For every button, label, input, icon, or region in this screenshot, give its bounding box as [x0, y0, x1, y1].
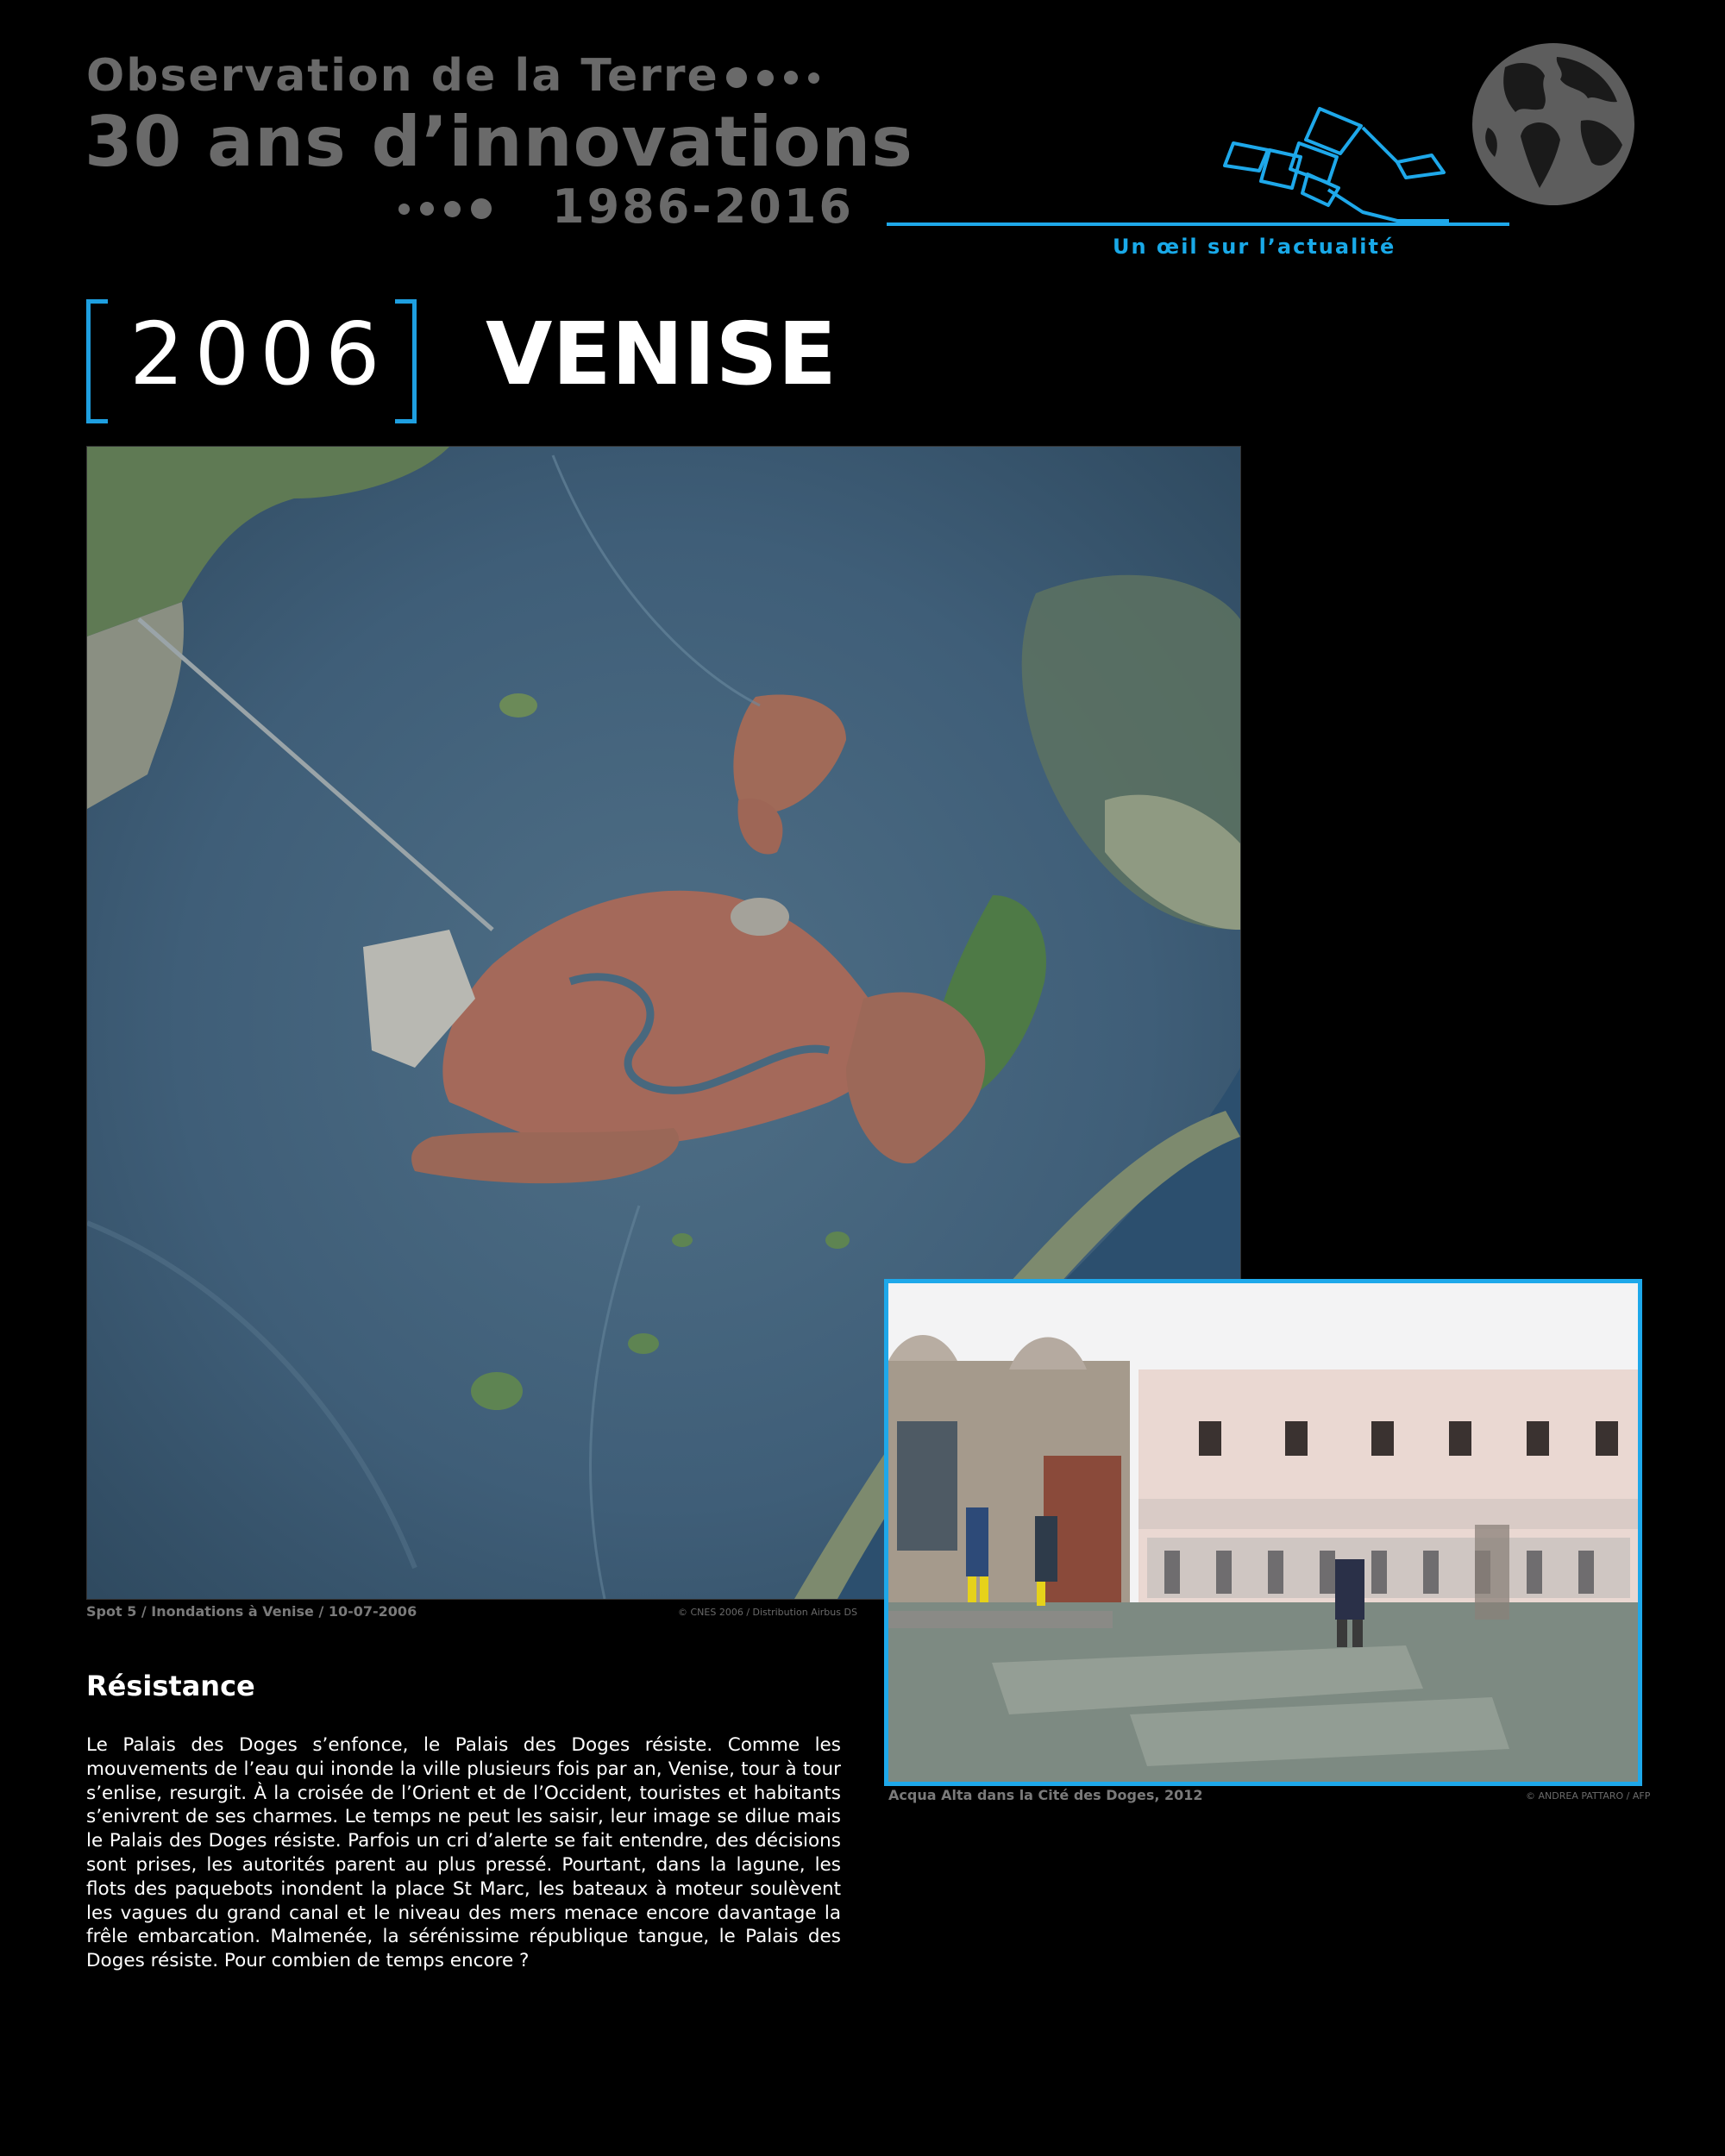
section-body: Le Palais des Doges s’enfonce, le Palais des Doges résiste. Comme les mouvements de l’eau qui inonde la ville plusieurs fois par an, Venise, tour à tour s’enlise, resurgit. À la croisée de l’Orient et de l’Occident, touristes et habitants s’enivrent de ses charmes. Le temps ne peut les saisir, leur image se dilue mais le Palais des Doges résiste. Parfois un cri d’alerte se fait entendre, des décisions sont prises, les autorités parent au plus pressé. Pourtant, dans la lagune, les flots des paquebots inondent la place St Marc, les bateaux à moteur soulèvent les vagues du grand canal et le niveau des mers menace encore davantage la frêle embarcation. Malmenée, la sérénissime république tangue, le Palais des Doges résiste. Pour combien de temps encore ? — [86, 1734, 841, 1972]
title-bracket-left — [86, 299, 108, 423]
globe-icon — [1471, 41, 1636, 207]
title-bracket-right — [395, 299, 417, 423]
satellite-caption: Spot 5 / Inondations à Venise / 10-07-2006 — [86, 1603, 417, 1620]
title-place: VENISE — [486, 304, 837, 404]
header-line-2: 30 ans d’innovations — [85, 102, 913, 182]
header-years: 1986-2016 — [552, 179, 854, 234]
flood-photo — [884, 1279, 1642, 1786]
header-line-1: Observation de la Terre — [86, 50, 719, 102]
photo-caption: Acqua Alta dans la Cité des Doges, 2012 — [888, 1787, 1203, 1803]
photo-credit: © ANDREA PATTARO / AFP — [1526, 1790, 1651, 1802]
tagline: Un œil sur l’actualité — [1113, 235, 1396, 259]
header-dots-bottom — [398, 198, 492, 219]
title-year: 2006 — [129, 304, 391, 404]
satellite-icon — [880, 60, 1518, 233]
section-title: Résistance — [86, 1670, 255, 1702]
satellite-credit: © CNES 2006 / Distribution Airbus DS — [678, 1607, 857, 1618]
header-dots-top — [726, 67, 819, 88]
